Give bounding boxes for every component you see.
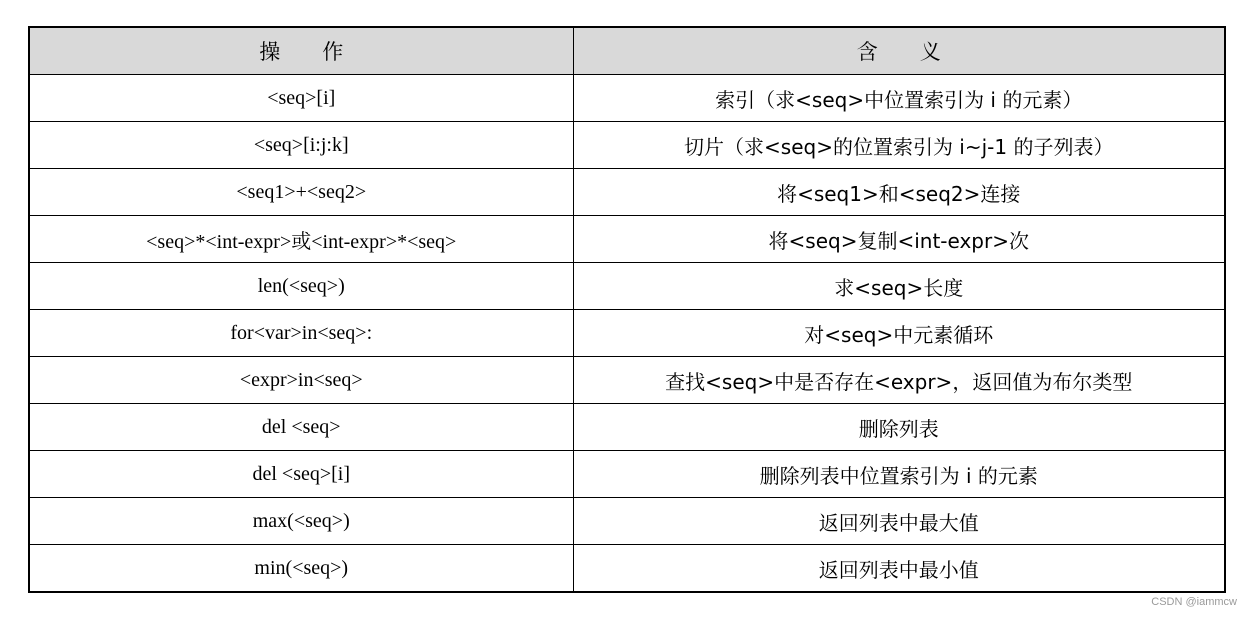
table-header-row — [29, 27, 1225, 75]
operation-cell: max(<seq>) — [29, 498, 573, 545]
table-row — [29, 169, 1225, 216]
operation-cell: for<var>in<seq>: — [29, 310, 573, 357]
meaning-cell: 索引（求<seq>中位置索引为 i 的元素） — [573, 75, 1225, 122]
meaning-cell: 对<seq>中元素循环 — [573, 310, 1225, 357]
meaning-cell: 将<seq1>和<seq2>连接 — [573, 169, 1225, 216]
operation-cell: <seq>*<int-expr>或<int-expr>*<seq> — [29, 216, 573, 263]
meaning-cell: 求<seq>长度 — [573, 263, 1225, 310]
operation-cell: del <seq>[i] — [29, 451, 573, 498]
header-operation: 操 作 — [29, 27, 573, 75]
sequence-operations-table — [28, 26, 1226, 593]
table-row — [29, 310, 1225, 357]
table-body — [29, 75, 1225, 593]
meaning-cell: 将<seq>复制<int-expr>次 — [573, 216, 1225, 263]
operation-cell: min(<seq>) — [29, 545, 573, 593]
operation-cell: <seq>[i] — [29, 75, 573, 122]
operation-cell: <expr>in<seq> — [29, 357, 573, 404]
csdn-watermark: CSDN @iammcw — [1151, 596, 1237, 608]
operation-cell: <seq1>+<seq2> — [29, 169, 573, 216]
table-row — [29, 451, 1225, 498]
table-row — [29, 545, 1225, 593]
meaning-cell: 切片（求<seq>的位置索引为 i~j-1 的子列表） — [573, 122, 1225, 169]
table-row — [29, 263, 1225, 310]
operation-cell: del <seq> — [29, 404, 573, 451]
meaning-cell: 删除列表 — [573, 404, 1225, 451]
operation-cell: <seq>[i:j:k] — [29, 122, 573, 169]
table-row — [29, 216, 1225, 263]
table-row — [29, 75, 1225, 122]
header-meaning: 含 义 — [573, 27, 1225, 75]
table-row — [29, 498, 1225, 545]
table-row — [29, 404, 1225, 451]
meaning-cell: 删除列表中位置索引为 i 的元素 — [573, 451, 1225, 498]
operation-cell: len(<seq>) — [29, 263, 573, 310]
meaning-cell: 返回列表中最大值 — [573, 498, 1225, 545]
meaning-cell: 返回列表中最小值 — [573, 545, 1225, 593]
table-row — [29, 122, 1225, 169]
table-row — [29, 357, 1225, 404]
meaning-cell: 查找<seq>中是否存在<expr>，返回值为布尔类型 — [573, 357, 1225, 404]
